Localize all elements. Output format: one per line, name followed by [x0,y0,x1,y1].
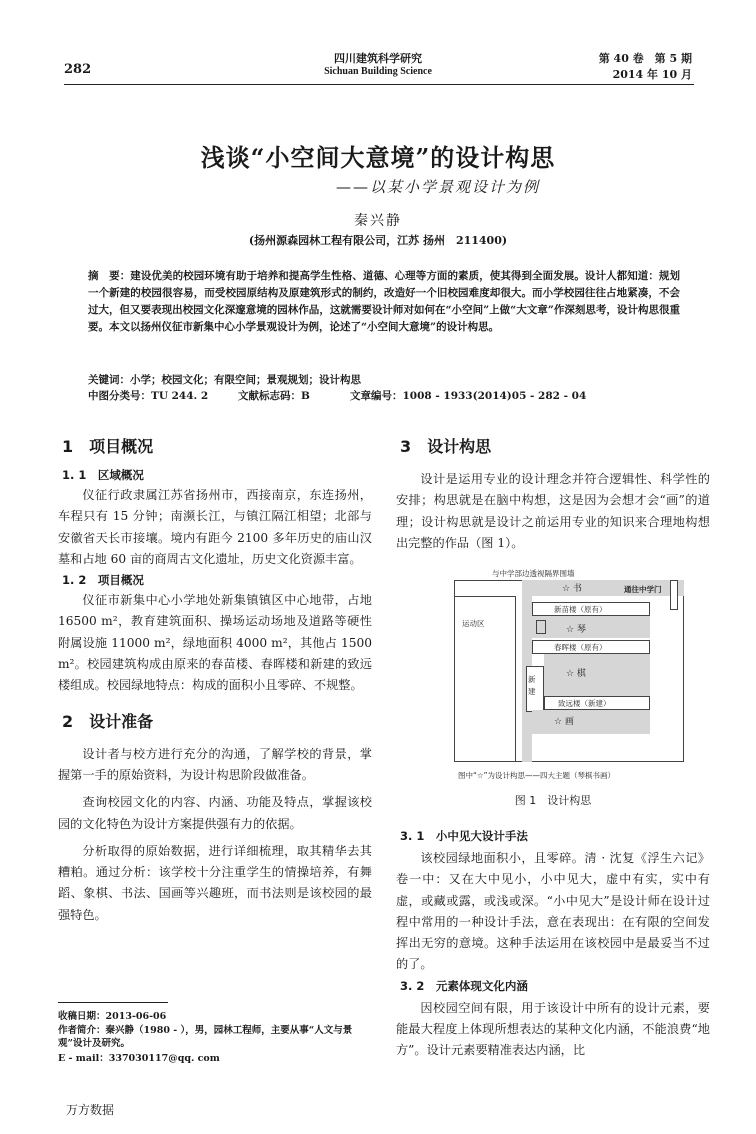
section-2-heading: 2 设计准备 [62,711,154,731]
section-3-heading: 3 设计构思 [400,437,492,456]
garden-zone-qin [532,616,650,638]
article-title: 浅谈“小空间大意境”的设计构思 [200,143,556,172]
footnote-rule [58,1002,168,1003]
journal-name-cn: 四川建筑科学研究 [334,52,422,65]
author-email: E - mail：337030117@qq. com [58,1053,220,1064]
figure-1-caption: 图 1 设计构思 [514,794,592,807]
section-3-2-text: 因校园空间有限，用于该设计中所有的设计元素，要能最大程度上体现所想表达的某种文化内涵，不能浪费“地方”。设计元素要精准表达内涵，比 [396,1000,710,1058]
issue-date: 2014 年 10 月 [612,68,692,81]
document-code: 文献标志码：B [238,390,310,402]
figure-1-design-plan [454,570,684,788]
zone-calligraphy: ☆ 书 [562,584,582,594]
gate-label: 通往中学门 [624,585,662,594]
keywords: 关键词：小学；校园文化；有限空间；景观规划；设计构思 [88,374,361,386]
section-1-2-heading: 1. 2 项目概况 [62,573,144,588]
zone-chess: ☆ 棋 [566,669,586,679]
received-date: 收稿日期：2013-06-06 [58,1011,167,1022]
figure-top-label: 与中学部边透视隔界围墙 [492,569,575,578]
section-1-1-text: 仪征行政隶属江苏省扬州市，西接南京，东连扬州，车程只有 15 分钟；南濒长江，与镇江隔江相望；北部与安徽省天长市接壤。境内有距今 2100 多年历史的庙山汉墓和占地 60 亩的商周古文化遗址，历史文化资源丰富。 [58,488,372,566]
author-affiliation: (扬州源森园林工程有限公司，江苏 扬州 211400) [248,234,508,247]
right-column-top [396,434,710,554]
building-zhiyuan-label: 致远楼（新建） [558,699,611,708]
section-1-heading: 1 项目概况 [62,437,154,456]
section-3-1-text: 该校园绿地面积小，且零碎。清 · 沈复《浮生六记》卷一中：又在大中见小，小中见大，虚中有实，实中有虚，或藏或露，或浅或深。“小中见大”是设计师在设计过程中常用的一种设计手法，意在表现出：在有限的空间发挥出无穷的意境。这种手法运用在该校园中是最妥当不过的了。 [396,851,710,972]
section-2-paragraph: 设计者与校方进行充分的沟通，了解学校的背景，掌握第一手的原始资料，为设计构思阶段做准备。 [58,746,372,782]
author-bio: 作者简介：秦兴静（1980 - ），男，园林工程师，主要从事“人文与景观”设计及研究。 [58,1025,353,1049]
section-1-1-heading: 1. 1 区域概况 [62,468,144,482]
building-xinmiao-label: 新苗楼（原有） [554,605,607,614]
figure-inner-caption: 图中“☆”为设计构思——四大主题（琴棋书画） [458,771,615,780]
garden-zone-hua [532,710,650,734]
section-2-paragraph: 查询校园文化的内容、内涵、功能及特点，掌握该校园的文化特色为设计方案提供强有力的依据。 [58,795,372,831]
zone-music: ☆ 琴 [566,625,586,635]
pavilion-marker [536,620,546,634]
sports-area-label: 运动区 [462,619,485,628]
new-building-label: 新建 [528,675,536,696]
section-3-1-heading: 3. 1 小中见大设计手法 [400,829,528,843]
volume-issue: 第 40 卷 第 5 期 [598,52,692,65]
article-number: 文章编号：1008 - 1933(2014)05 - 282 - 04 [350,390,587,402]
section-1-2-text: 仪征市新集中心小学地处新集镇镇区中心地带，占地 16500 m²，教育建筑面积、操场运动场地及道路等硬性附属设施 11000 m²，绿地面积 4000 m²，其他占 1500 m²。校园建筑构成由原来的春苗楼、春晖楼和新建的致远楼组成。校园绿地特点：构成的面积小且零碎、不规整。 [58,593,372,693]
article-subtitle: ——以某小学景观设计为例 [335,178,540,196]
section-3-text: 设计是运用专业的设计理念并符合逻辑性、科学性的安排；构思就是在脑中构想，这是因为会想才会“画”的道理；设计构思就是设计之前运用专业的知识来合理地构想出完整的作品（图 1）。 [396,472,710,550]
section-2-paragraph: 分析取得的原始数据，进行详细梳理，取其精华去其糟粕。通过分析：该学校十分注重学生的情操培养，有舞蹈、象棋、书法、国画等兴趣班，而书法则是该校园的最强特色。 [58,843,372,922]
left-column [58,434,372,926]
building-chunhui-label: 春晖楼（原有） [554,643,607,652]
garden-zone-qi [544,654,650,696]
gate-marker [670,580,678,610]
page-number: 282 [64,62,92,77]
zone-painting: ☆ 画 [554,717,574,727]
right-column-bottom [396,828,710,1062]
header-rule [64,84,694,85]
clc-number: 中图分类号：TU 244. 2 [88,390,209,402]
abstract: 摘 要：建设优美的校园环境有助于培养和提高学生性格、道德、心理等方面的素质，使其得到全面发展。设计人都知道：规划一个新建的校园很容易，而受校园原结构及原建筑形式的制约，改造好一个旧校园难度却很大。而小学校园往往占地紧凑，不会过大，但又要表现出校园文化深邃意境的园林作品，这就需要设计师对如何在“小空间”上做“大文章”作深刻思考，设计构思很重要。本文以扬州仪征市新集中心小学景观设计为例，论述了“小空间大意境”的设计构思。 [88,270,680,333]
wanfang-watermark: 万方数据 [66,1103,115,1117]
author-name: 秦兴静 [354,213,402,229]
journal-name-en: Sichuan Building Science [324,66,432,77]
section-3-2-heading: 3. 2 元素体现文化内涵 [400,978,528,993]
